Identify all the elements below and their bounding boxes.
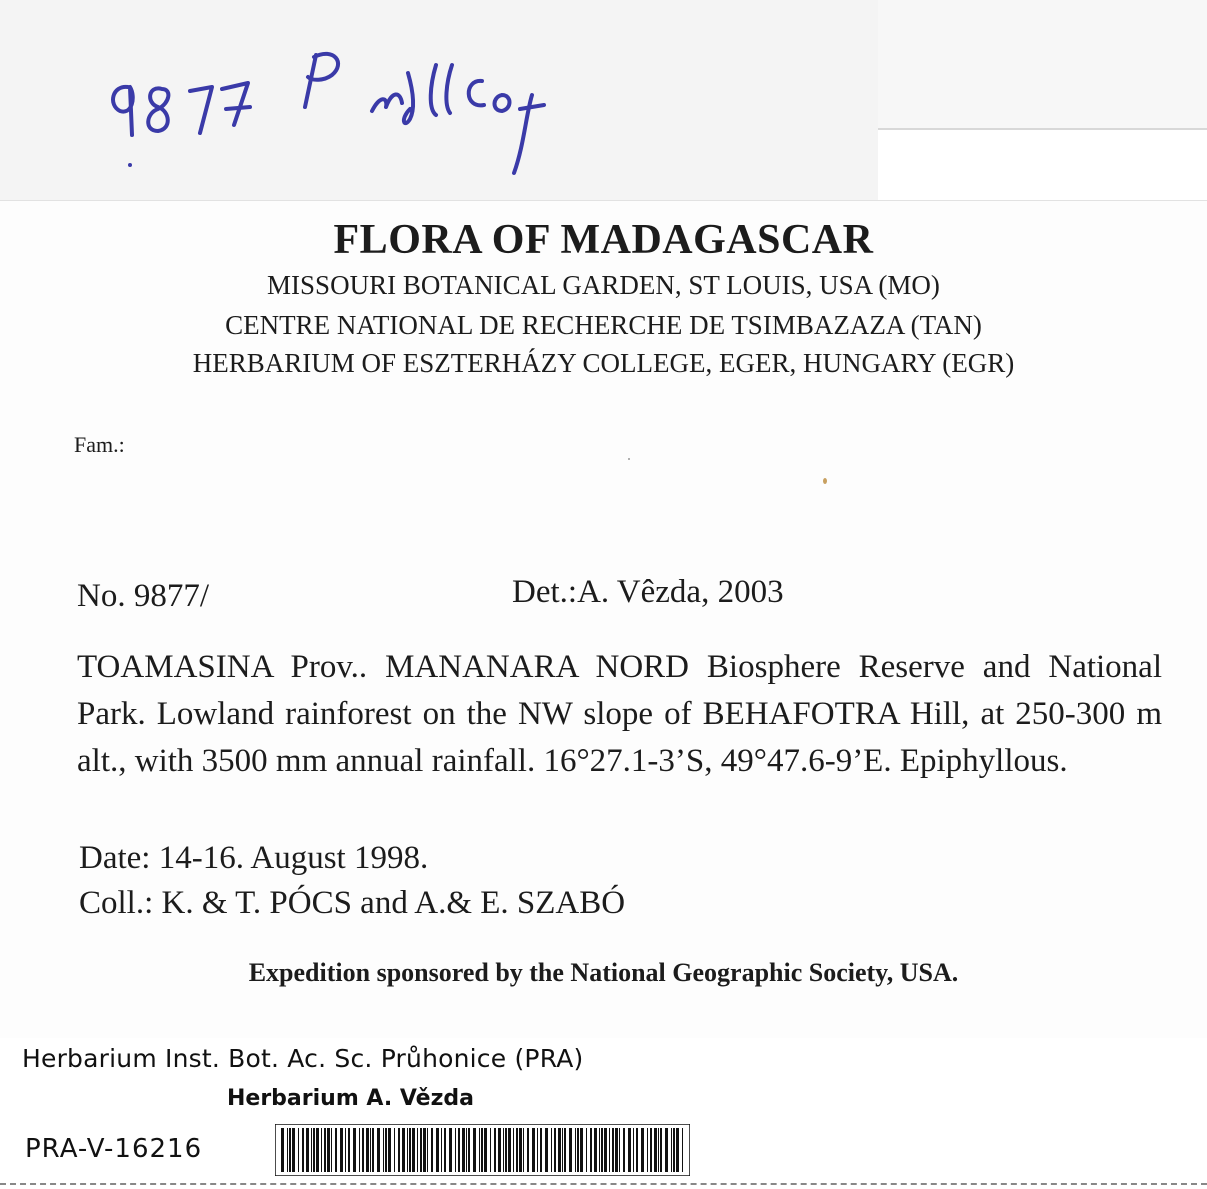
barcode-bar xyxy=(615,1128,618,1172)
barcode-bar xyxy=(594,1128,597,1172)
barcode-bar xyxy=(490,1128,491,1172)
institution-line-3: HERBARIUM OF ESZTERHÁZY COLLEGE, EGER, HUNGARY (EGR) xyxy=(192,348,1015,378)
barcode-bar xyxy=(481,1128,483,1172)
barcode-bar xyxy=(619,1128,620,1172)
barcode-bar xyxy=(633,1128,634,1172)
barcode-bar xyxy=(609,1128,610,1172)
barcode-bar xyxy=(436,1128,439,1172)
barcode-bar xyxy=(353,1128,356,1172)
barcode-bar xyxy=(503,1128,504,1172)
barcode-bar xyxy=(537,1128,538,1172)
barcode-bar xyxy=(385,1128,387,1172)
barcode-bar xyxy=(545,1128,548,1172)
barcode-bar xyxy=(569,1128,572,1172)
barcode-bar xyxy=(586,1128,587,1172)
barcode-bar xyxy=(311,1128,312,1172)
barcode-bar xyxy=(532,1128,535,1172)
barcode-bar xyxy=(527,1128,529,1172)
barcode-bar xyxy=(519,1128,522,1172)
barcode-bar xyxy=(377,1128,380,1172)
barcode-bar xyxy=(658,1128,659,1172)
label-title: FLORA OF MADAGASCAR xyxy=(333,217,874,263)
barcode-bar xyxy=(362,1128,364,1172)
barcode-bar xyxy=(671,1128,672,1172)
barcode-bar xyxy=(551,1128,552,1172)
barcode-bar xyxy=(407,1128,408,1172)
barcode-bar xyxy=(623,1128,625,1172)
barcode-bar xyxy=(366,1128,369,1172)
barcode-bar xyxy=(331,1128,332,1172)
barcode-bar xyxy=(372,1128,374,1172)
barcode-bar xyxy=(458,1128,460,1172)
barcode-bar xyxy=(484,1128,487,1172)
barcode-bar xyxy=(673,1128,675,1172)
paper-edge xyxy=(878,128,1207,130)
barcode-bar xyxy=(313,1128,315,1172)
barcode-bar xyxy=(394,1128,395,1172)
barcode-bar xyxy=(575,1128,576,1172)
barcode-bar xyxy=(599,1128,600,1172)
sponsor-note: Expedition sponsored by the National Geographic Society, USA. xyxy=(248,958,959,987)
barcode-bar xyxy=(494,1128,496,1172)
barcode-bar xyxy=(650,1128,652,1172)
barcode-bar xyxy=(665,1128,668,1172)
barcode-bar xyxy=(676,1128,679,1172)
institution-line-2: CENTRE NATIONAL DE RECHERCHE DE TSIMBAZAZA (TAN) xyxy=(225,310,982,340)
barcode-bar xyxy=(345,1128,346,1172)
barcode-bar xyxy=(289,1128,291,1172)
barcode-bar xyxy=(427,1128,428,1172)
barcode-bar xyxy=(498,1128,501,1172)
barcode-bar xyxy=(604,1128,607,1172)
barcode-bar xyxy=(420,1128,422,1172)
barcode-bar xyxy=(647,1128,648,1172)
barcode-bar xyxy=(612,1128,614,1172)
barcode-bar xyxy=(554,1128,556,1172)
bottom-rule xyxy=(0,1183,1207,1185)
barcode-bar xyxy=(641,1128,644,1172)
speck xyxy=(823,478,827,484)
barcode-bar xyxy=(412,1128,415,1172)
stamp-institution: Herbarium Inst. Bot. Ac. Sc. Průhonice (PRA) xyxy=(22,1044,584,1073)
barcode-bar xyxy=(402,1128,405,1172)
barcode-bar xyxy=(516,1128,518,1172)
barcode-bar xyxy=(636,1128,638,1172)
barcode-bar xyxy=(682,1128,683,1172)
locality-description: TOAMASINA Prov.. MANANARA NORD Biosphere Reserve and National Park. Lowland rainforest on the NW slope of BEHAFOTRA Hill, at 250-300 m alt., with 3500 mm annual rainfall. 16°27.1-3’S, 49°47.6-9’E. Epiphyllous. xyxy=(77,649,1162,779)
barcode-bar xyxy=(281,1128,284,1172)
barcode-bar xyxy=(558,1128,561,1172)
barcode-bar xyxy=(321,1128,322,1172)
barcode-bar xyxy=(444,1128,446,1172)
barcode-bar xyxy=(540,1128,542,1172)
barcode-bar xyxy=(601,1128,603,1172)
barcode-bar xyxy=(431,1128,433,1172)
barcode-bar xyxy=(316,1128,319,1172)
barcode-bar xyxy=(479,1128,480,1172)
barcode-bar xyxy=(359,1128,360,1172)
barcode-bar xyxy=(505,1128,507,1172)
barcode-bar xyxy=(660,1128,662,1172)
barcode-bar xyxy=(383,1128,384,1172)
barcode-bar xyxy=(590,1128,592,1172)
upper-right-paper xyxy=(878,0,1207,128)
specimen-id: PRA-V-16216 xyxy=(25,1134,203,1164)
barcode-bar xyxy=(523,1128,524,1172)
barcode-bar xyxy=(562,1128,563,1172)
barcode-bar xyxy=(417,1128,418,1172)
barcode-bar xyxy=(462,1128,465,1172)
barcode-bar xyxy=(327,1128,330,1172)
barcode-bar xyxy=(398,1128,400,1172)
barcode-bar xyxy=(466,1128,467,1172)
collectors: Coll.: K. & T. PÓCS and A.& E. SZABÓ xyxy=(79,885,626,921)
speck xyxy=(628,458,630,460)
barcode-bar xyxy=(455,1128,456,1172)
barcode-bar xyxy=(577,1128,579,1172)
barcode-bar xyxy=(513,1128,514,1172)
barcode-bar xyxy=(306,1128,309,1172)
barcode-bar xyxy=(508,1128,511,1172)
barcode-bar xyxy=(409,1128,411,1172)
collection-date: Date: 14-16. August 1998. xyxy=(79,840,429,876)
barcode-bar xyxy=(370,1128,371,1172)
barcode-bar xyxy=(324,1128,326,1172)
barcode-bar xyxy=(473,1128,476,1172)
barcode-bar xyxy=(449,1128,452,1172)
barcode-bar xyxy=(468,1128,470,1172)
collection-number: No. 9877/ xyxy=(77,578,209,614)
barcode-bar xyxy=(348,1128,350,1172)
barcode-bar xyxy=(441,1128,442,1172)
barcode-bar xyxy=(340,1128,343,1172)
barcode-bar xyxy=(564,1128,566,1172)
barcode-bar xyxy=(298,1128,299,1172)
barcode-bar xyxy=(654,1128,657,1172)
barcode-bar xyxy=(292,1128,295,1172)
barcode xyxy=(275,1124,690,1176)
barcode-bar xyxy=(287,1128,288,1172)
stamp-herbarium: Herbarium A. Vězda xyxy=(227,1086,475,1111)
family-field: Fam.: xyxy=(74,432,125,457)
barcode-bar xyxy=(580,1128,583,1172)
barcode-bar xyxy=(628,1128,631,1172)
barcode-bar xyxy=(302,1128,304,1172)
barcode-bar xyxy=(388,1128,391,1172)
barcode-bar xyxy=(423,1128,426,1172)
herbarium-stamp xyxy=(10,1040,690,1189)
barcode-bar xyxy=(335,1128,337,1172)
handwritten-annotation xyxy=(100,25,580,195)
institution-line-1: MISSOURI BOTANICAL GARDEN, ST LOUIS, USA (MO) xyxy=(267,270,940,300)
determination: Det.:A. Vêzda, 2003 xyxy=(512,574,784,610)
